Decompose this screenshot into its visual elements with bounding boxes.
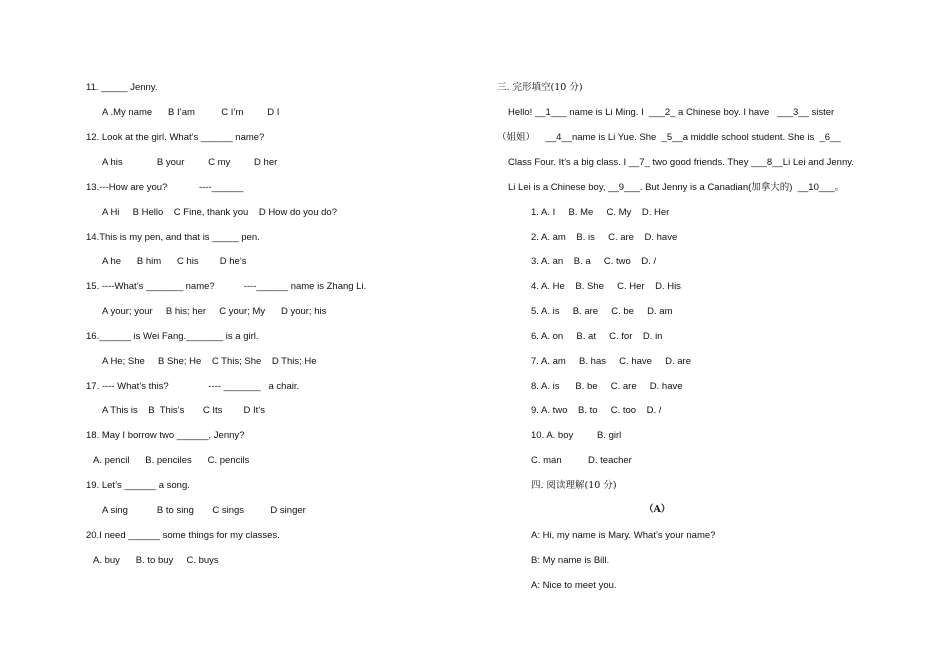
cloze-option-9: 9. A. two B. to C. too D. / — [531, 405, 662, 416]
cloze-option-2: 2. A. am B. is C. are D. have — [531, 232, 678, 243]
question-11-options: A .My name B I’am C I’m D I — [102, 107, 280, 118]
question-17-options: A This is B This’s C Its D It’s — [102, 405, 265, 416]
cloze-option-6: 6. A. on B. at C. for D. in — [531, 331, 663, 342]
question-14: 14.This is my pen, and that is _____ pen. — [86, 232, 260, 243]
cloze-option-4: 4. A. He B. She C. Her D. His — [531, 281, 681, 292]
dialogue-line-1: A: Hi, my name is Mary. What’s your name? — [531, 530, 716, 541]
cloze-option-7: 7. A. am B. has C. have D. are — [531, 356, 691, 367]
section-4-title: 四. 阅读理解(10 分) — [531, 480, 617, 491]
question-20: 20.I need ______ some things for my classes. — [86, 530, 280, 541]
question-20-options: A. buy B. to buy C. buys — [93, 555, 219, 566]
dialogue-line-3: A: Nice to meet you. — [531, 580, 617, 591]
question-11: 11. _____ Jenny. — [86, 82, 158, 93]
question-13-options: A Hi B Hello C Fine, thank you D How do you do? — [102, 207, 337, 218]
cloze-passage-line-4: Li Lei is a Chinese boy, __9___. But Jenny is a Canadian(加拿大的) __10___。 — [508, 182, 845, 193]
section-3-title: 三. 完形填空(10 分) — [497, 82, 583, 93]
question-19-options: A sing B to sing C sings D singer — [102, 505, 306, 516]
cloze-option-10: 10. A. boy B. girl — [531, 430, 622, 441]
question-14-options: A he B him C his D he’s — [102, 256, 247, 267]
question-12-options: A his B your C my D her — [102, 157, 278, 168]
cloze-passage-line-2: （姐姐） __4__name is Li Yue. She _5__a middle school student. She is _6__ — [497, 132, 841, 143]
question-18: 18. May I borrow two ______, Jenny? — [86, 430, 245, 441]
question-19: 19. Let’s ______ a song. — [86, 480, 190, 491]
cloze-option-10-cont: C. man D. teacher — [531, 455, 632, 466]
question-18-options: A. pencil B. penciles C. pencils — [93, 455, 250, 466]
question-15: 15. ----What’s _______ name? ----______ name is Zhang Li. — [86, 281, 367, 292]
question-13: 13.---How are you? ----______ — [86, 182, 244, 193]
cloze-option-1: 1. A. I B. Me C. My D. Her — [531, 207, 670, 218]
cloze-passage-line-1: Hello! __1___ name is Li Ming. I ___2_ a Chinese boy. I have ___3__ sister — [508, 107, 835, 118]
question-16-options: A He; She B She; He C This; She D This; He — [102, 356, 317, 367]
question-16: 16.______ is Wei Fang._______ is a girl. — [86, 331, 259, 342]
question-15-options: A your; your B his; her C your; My D your; his — [102, 306, 327, 317]
cloze-option-5: 5. A. is B. are C. be D. am — [531, 306, 673, 317]
dialogue-line-2: B: My name is Bill. — [531, 555, 610, 566]
question-12: 12. Look at the girl. What’s ______ name? — [86, 132, 265, 143]
cloze-passage-line-3: Class Four. It’s a big class. I __7_ two good friends. They ___8__Li Lei and Jenny. — [508, 157, 854, 168]
part-a-label: （A） — [644, 504, 671, 515]
cloze-option-3: 3. A. an B. a C. two D. / — [531, 256, 657, 267]
cloze-option-8: 8. A. is B. be C. are D. have — [531, 381, 683, 392]
question-17: 17. ---- What’s this? ---- _______ a chair. — [86, 381, 300, 392]
